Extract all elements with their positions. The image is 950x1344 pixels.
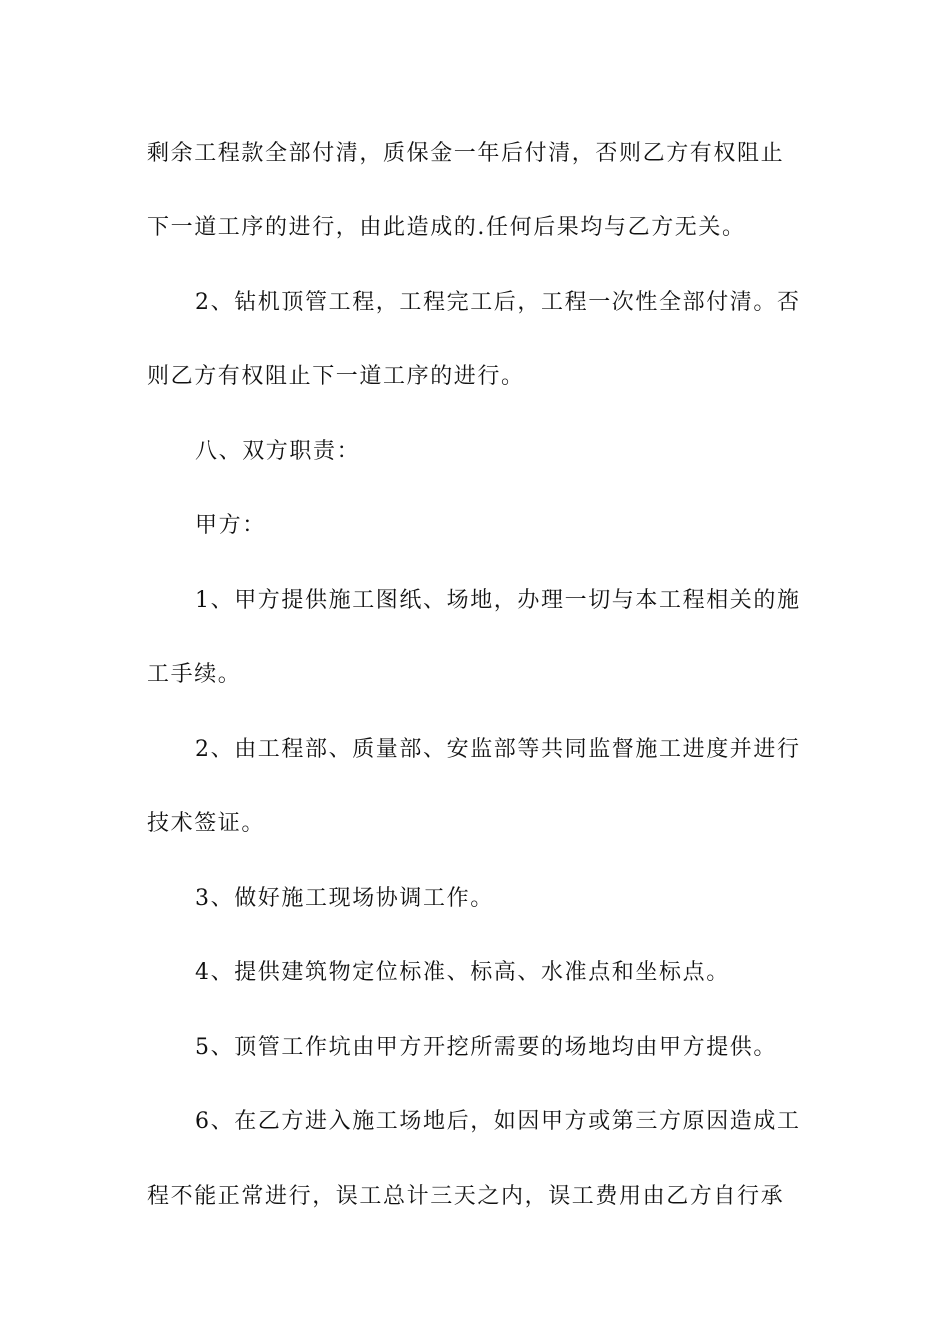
paragraph-line: 6、在乙方进入施工场地后，如因甲方或第三方原因造成工 (195, 1109, 801, 1134)
paragraph-line: 程不能正常进行，误工总计三天之内，误工费用由乙方自行承 (147, 1184, 785, 1209)
paragraph-line: 下一道工序的进行，由此造成的.任何后果均与乙方无关。 (147, 215, 746, 240)
paragraph-line: 1、甲方提供施工图纸、场地，办理一切与本工程相关的施 (195, 588, 801, 613)
section-heading: 八、双方职责： (195, 439, 361, 464)
paragraph-line: 5、顶管工作坑由甲方开挖所需要的场地均由甲方提供。 (195, 1035, 777, 1060)
paragraph-line: 则乙方有权阻止下一道工序的进行。 (147, 364, 525, 389)
paragraph-line: 2、钻机顶管工程，工程完工后，工程一次性全部付清。否 (195, 290, 801, 315)
paragraph-line: 2、由工程部、质量部、安监部等共同监督施工进度并进行 (195, 737, 801, 762)
paragraph-line: 工手续。 (147, 662, 242, 687)
party-heading: 甲方： (195, 513, 266, 538)
paragraph-line: 4、提供建筑物定位标准、标高、水准点和坐标点。 (195, 960, 730, 985)
paragraph-line: 3、做好施工现场协调工作。 (195, 886, 494, 911)
paragraph-line: 剩余工程款全部付清，质保金一年后付清，否则乙方有权阻止 (147, 141, 785, 166)
paragraph-line: 技术签证。 (147, 811, 266, 836)
